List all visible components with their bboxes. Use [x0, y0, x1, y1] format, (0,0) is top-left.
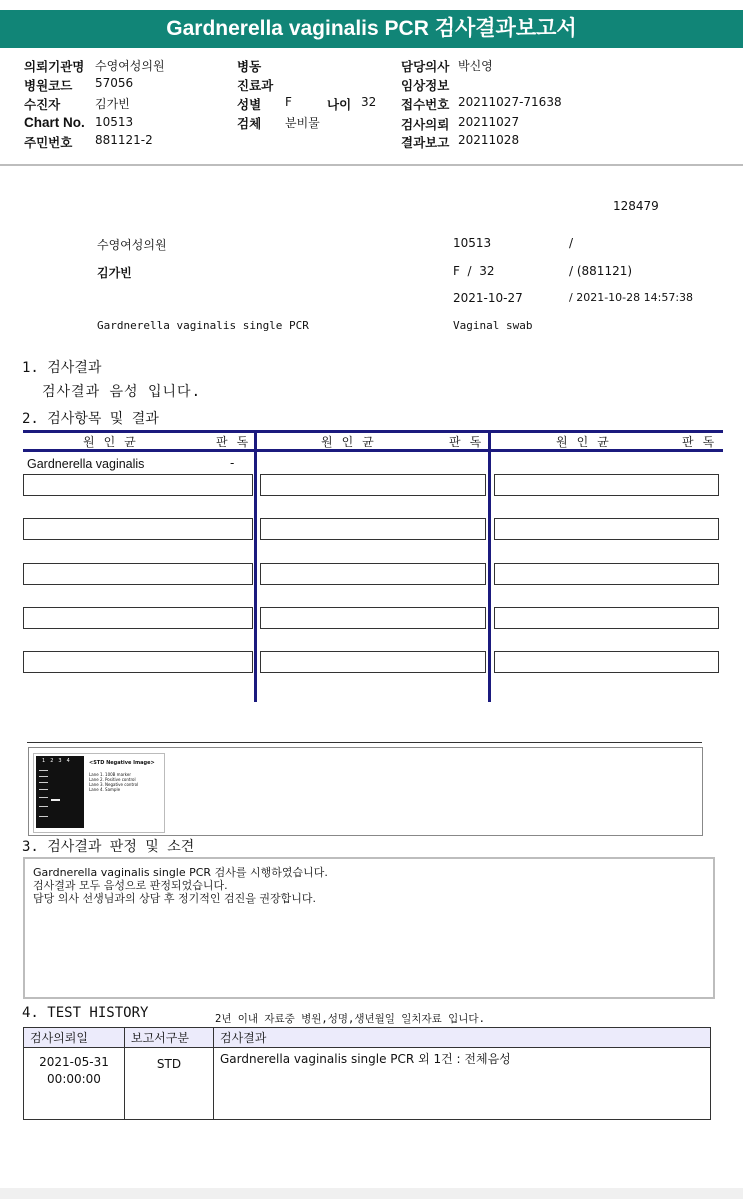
- gel-lane-label: 4: [66, 758, 75, 764]
- reception-no-label: 접수번호: [401, 97, 450, 112]
- result-box: [260, 563, 486, 585]
- institution-value: 수영여성의원: [95, 59, 165, 73]
- result-box: [260, 607, 486, 629]
- gel-band: [39, 789, 48, 790]
- patient-label: 수진자: [24, 97, 61, 112]
- doctor-label: 담당의사: [401, 59, 450, 74]
- report-date-label: 결과보고: [401, 135, 450, 150]
- sample-number: 128479: [613, 199, 659, 213]
- age-label: 나이: [327, 97, 352, 112]
- gel-band: [39, 776, 48, 777]
- pathogen-result: -: [230, 456, 235, 470]
- comment-line: Gardnerella vaginalis single PCR 검사를 시행하였습니다.: [33, 866, 328, 879]
- history-header-result: 검사결과: [214, 1028, 711, 1048]
- column-result-header: 판독: [449, 435, 491, 449]
- chart-no-value: 10513: [95, 115, 134, 129]
- sample-birth: / (881121): [569, 264, 633, 278]
- gel-legend-line: Lane 4. Sample: [89, 787, 121, 792]
- hospital-code-label: 병원코드: [24, 78, 73, 93]
- history-header-type: 보고서구분: [125, 1028, 214, 1048]
- result-box: [494, 474, 719, 496]
- report-date-value: 20211028: [458, 133, 520, 147]
- header-divider: [0, 164, 743, 166]
- department-label: 진료과: [237, 78, 274, 93]
- history-row: [24, 1048, 711, 1120]
- sample-clinic: 수영여성의원: [97, 238, 167, 252]
- gel-band: [39, 806, 48, 807]
- result-box: [494, 651, 719, 673]
- history-table: [23, 1027, 711, 1120]
- history-result: Gardnerella vaginalis single PCR 외 1건 : 전체음성: [214, 1048, 711, 1120]
- chart-no-label: Chart No.: [24, 115, 85, 130]
- sample-specimen: Vaginal swab: [453, 319, 533, 332]
- hospital-code-value: 57056: [95, 76, 134, 90]
- comment-box: [23, 857, 715, 999]
- history-note: 2년 이내 자료중 병원,성명,생년월일 일치자료 입니다.: [215, 1013, 485, 1025]
- result-box: [23, 518, 253, 540]
- gel-band: [39, 782, 48, 783]
- sample-report-datetime: / 2021-10-28 14:57:38: [569, 291, 694, 304]
- gel-lane-label: 1: [42, 758, 51, 764]
- request-date-label: 검사의뢰: [401, 117, 450, 132]
- section2-heading: 2. 검사항목 및 결과: [22, 411, 159, 427]
- page-footer-strip: [0, 1188, 743, 1199]
- comment-line: 검사결과 모두 음성으로 판정되었습니다.: [33, 879, 228, 892]
- resident-no-value: 881121-2: [95, 133, 153, 147]
- gel-image: [33, 753, 165, 833]
- pathogen-item: Gardnerella vaginalis: [27, 457, 145, 471]
- patient-value: 김가빈: [95, 97, 130, 111]
- history-type: STD: [125, 1048, 214, 1120]
- section4-heading: 4. TEST HISTORY: [22, 1005, 149, 1021]
- result-box: [23, 607, 253, 629]
- results-column-divider: [254, 430, 257, 702]
- result-box: [494, 518, 719, 540]
- sample-request-date: 2021-10-27: [453, 291, 523, 305]
- result-box: [23, 563, 253, 585]
- results-column-divider: [488, 430, 491, 702]
- gel-lane-label: 2: [50, 758, 59, 764]
- result-box: [260, 518, 486, 540]
- result-box: [260, 474, 486, 496]
- gel-band: [39, 770, 48, 771]
- column-pathogen-header: 원인균: [556, 435, 618, 449]
- history-date: 2021-05-31: [39, 1055, 109, 1069]
- gel-band: [39, 797, 48, 798]
- history-time: 00:00:00: [47, 1072, 101, 1086]
- sex-value: F: [285, 95, 292, 109]
- reception-no-value: 20211027-71638: [458, 95, 562, 109]
- specimen-value: 분비물: [285, 116, 320, 130]
- column-result-header: 판독: [682, 435, 724, 449]
- column-pathogen-header: 원인균: [321, 435, 383, 449]
- sample-sex-age: F / 32: [453, 264, 495, 278]
- gel-lane-label: 3: [58, 758, 67, 764]
- result-box: [494, 607, 719, 629]
- section1-result: 검사결과 음성 입니다.: [42, 384, 202, 400]
- sample-test-name: Gardnerella vaginalis single PCR: [97, 319, 309, 332]
- gel-title: <STD Negative Image>: [89, 760, 155, 766]
- result-box: [23, 651, 253, 673]
- ward-label: 병동: [237, 59, 262, 74]
- column-pathogen-header: 원인균: [83, 435, 145, 449]
- history-header-date: 검사의뢰일: [24, 1028, 125, 1048]
- result-box: [23, 474, 253, 496]
- result-box: [494, 563, 719, 585]
- result-box: [260, 651, 486, 673]
- gel-panel-rule: [27, 742, 702, 743]
- sample-chart: 10513: [453, 236, 492, 250]
- gel-legend-line: Lane 2. Positive control: [89, 777, 136, 782]
- section3-heading: 3. 검사결과 판정 및 소견: [22, 839, 195, 855]
- comment-line: 담당 의사 선생님과의 상담 후 정기적인 검진을 권장합니다.: [33, 892, 316, 905]
- age-value: 32: [361, 95, 377, 109]
- institution-label: 의뢰기관명: [24, 59, 85, 74]
- specimen-label: 검체: [237, 116, 262, 131]
- gel-band: [39, 816, 48, 817]
- resident-no-label: 주민번호: [24, 135, 73, 150]
- history-date-cell: [24, 1048, 125, 1120]
- gel-legend-line: Lane 3. Negative control: [89, 782, 139, 787]
- gel-band: [51, 799, 60, 801]
- doctor-value: 박신영: [458, 59, 493, 73]
- request-date-value: 20211027: [458, 115, 520, 129]
- section1-heading: 1. 검사결과: [22, 360, 102, 376]
- column-result-header: 판독: [216, 435, 258, 449]
- sample-name: 김가빈: [97, 266, 132, 280]
- gel-legend-line: Lane 1. 100B marker: [89, 772, 131, 777]
- clinical-info-label: 임상정보: [401, 78, 450, 93]
- report-title: Gardnerella vaginalis PCR 검사결과보고서: [0, 10, 743, 48]
- sex-label: 성별: [237, 97, 262, 112]
- sample-slash: /: [569, 236, 574, 250]
